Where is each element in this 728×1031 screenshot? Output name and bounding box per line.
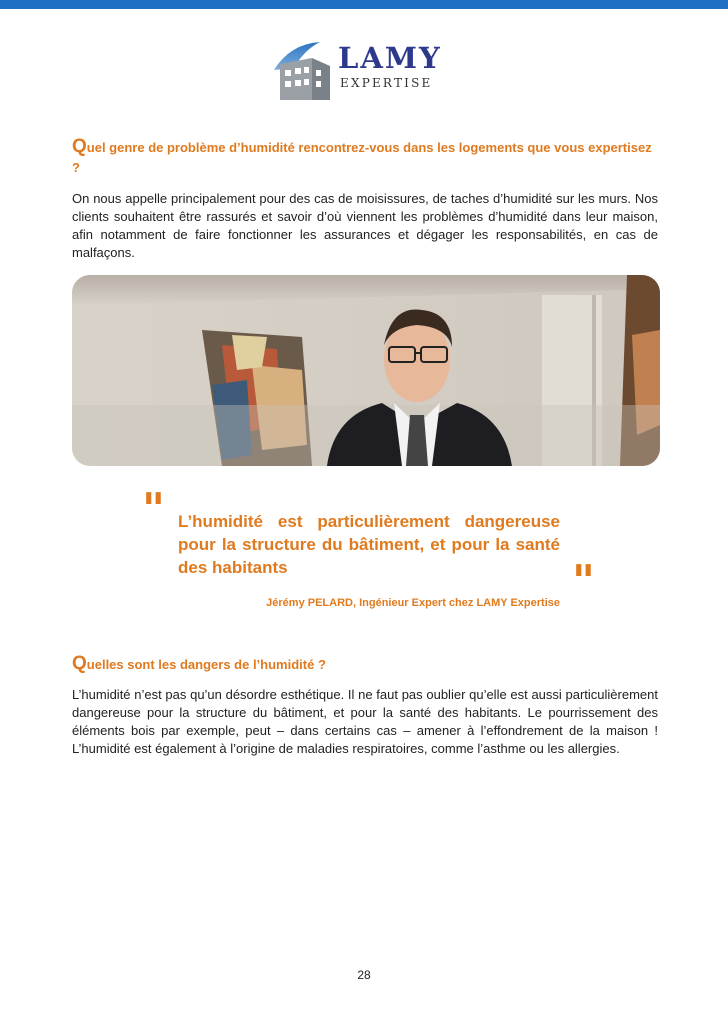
heading-text: uelles sont les dangers de l’humidité ? xyxy=(86,657,326,672)
building-logo-icon xyxy=(270,40,338,100)
pull-quote: L’humidité est particulièrement dangereuse pour la structure du bâtiment, et pour la santé des habitants xyxy=(178,512,560,577)
page-number: 28 xyxy=(357,968,371,982)
close-quote-mark: " xyxy=(572,556,591,607)
open-quote-mark: " xyxy=(142,484,161,535)
company-logo xyxy=(270,40,442,100)
logo-name: LAMY xyxy=(338,41,442,75)
interview-photo xyxy=(72,275,660,466)
top-color-bar xyxy=(0,0,728,9)
logo-subtitle: EXPERTISE xyxy=(340,76,433,90)
section-paragraph-2: L’humidité n’est pas qu’un désordre esthétique. Il ne faut pas oublier qu’elle est aussi particulièrement dangereuse pour la structure du bâtiment, et pour la santé des habitants. Le pourrissement des éléments bois par exemple, peut – dans certains cas – amener à l’effondrement de la maison ! L’humidité est également à l’origine de maladies respiratoires, comme l’asthme ou les allergies. xyxy=(72,687,658,756)
quote-attribution: Jérémy PELARD, Ingénieur Expert chez LAMY Expertise xyxy=(266,597,560,609)
photo-of-engineer xyxy=(72,275,660,466)
heading-text: uel genre de problème d’humidité rencontrez-vous dans les logements que vous expertisez ? xyxy=(72,140,652,175)
heading-initial: Q xyxy=(72,136,87,157)
section-paragraph-1: On nous appelle principalement pour des cas de moisissures, de taches d’humidité sur les murs. Nos clients souhaitent être rassurés et savoir d’où viennent les problèmes d’humidité dans leur maison, afin notamment de faire fonctionner les assurances et dégager les responsabilités, en cas de malfaçons. xyxy=(72,191,658,260)
heading-initial: Q xyxy=(72,653,87,674)
section-heading-1 xyxy=(72,137,662,178)
section-heading-2 xyxy=(72,654,662,675)
